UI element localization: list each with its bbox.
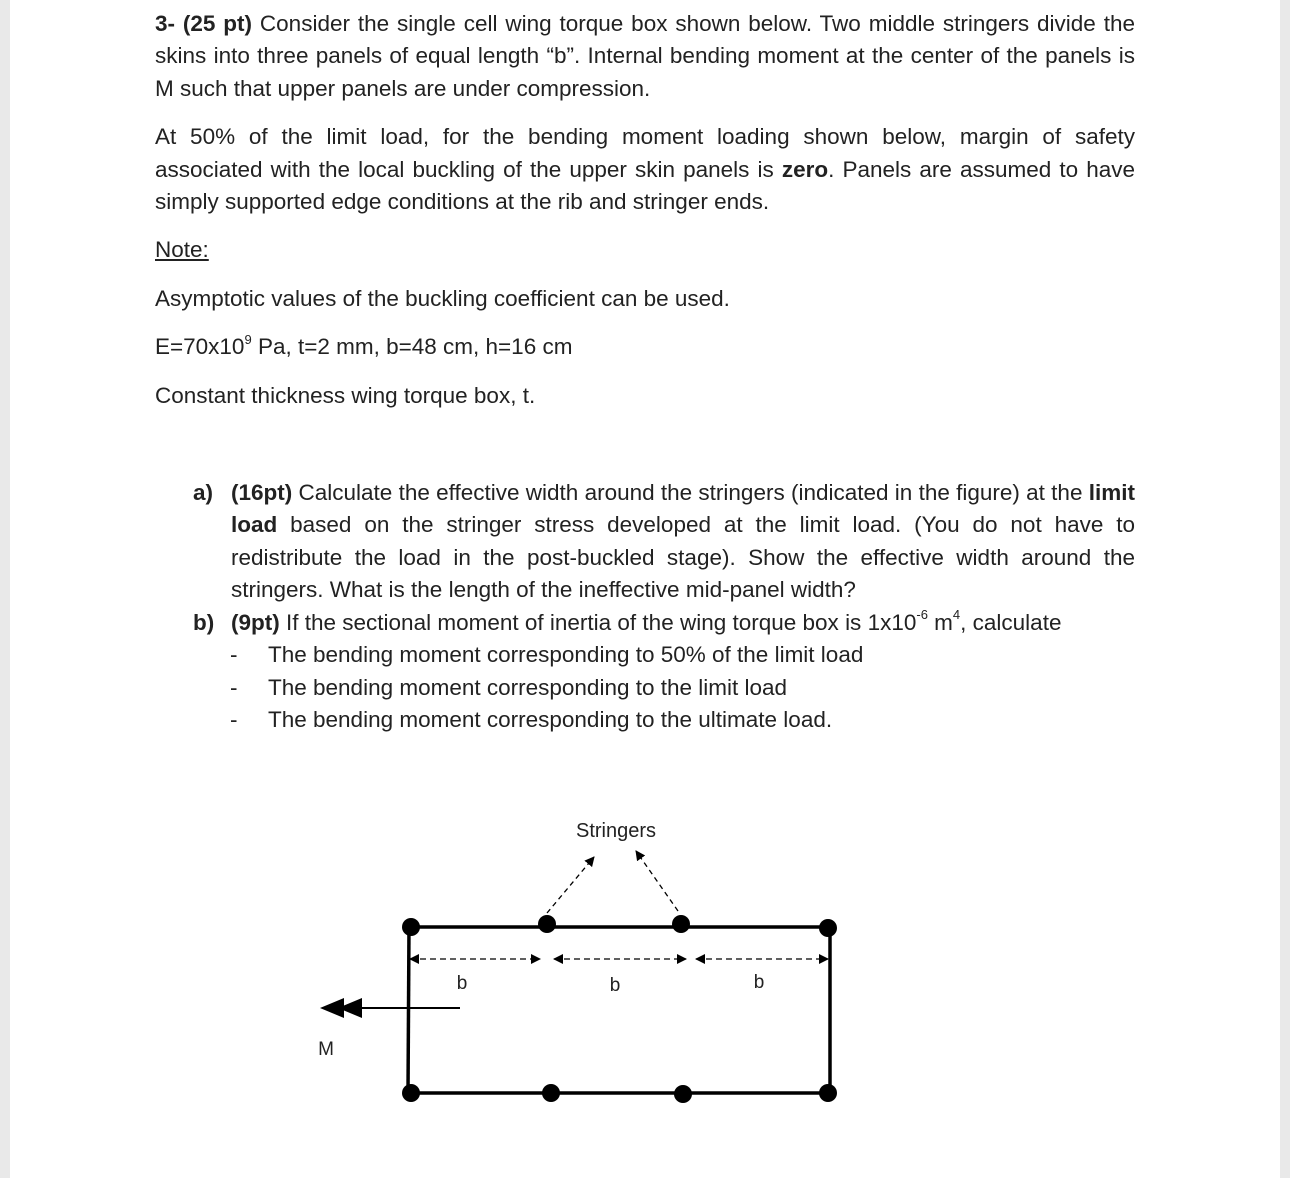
part-a-points: (16pt) bbox=[231, 480, 293, 506]
part-b-marker: b) bbox=[193, 609, 215, 635]
part-b-text-end: , calculate bbox=[960, 609, 1062, 635]
part-a-marker: a) bbox=[193, 480, 214, 506]
intro-text: Consider the single cell wing torque box shown below. Two middle stringers divide the skins into three panels of equal length “b”. Internal bending moment at the center of the panels is M such that upper panels are under compression. bbox=[155, 11, 1135, 101]
bullet-dash: - bbox=[230, 674, 238, 700]
b-label: b bbox=[456, 973, 468, 994]
stringer-dot bbox=[672, 915, 690, 933]
part-a-limit-load: limit load bbox=[231, 480, 1135, 538]
part-b-exponent-2: 4 bbox=[952, 607, 961, 623]
given-rest: Pa, t=2 mm, b=48 cm, h=16 cm bbox=[251, 334, 573, 360]
part-b-item-text: The bending moment corresponding to the limit load bbox=[268, 674, 788, 700]
problem-heading: 3- (25 pt) bbox=[155, 11, 253, 36]
part-b-points: (9pt) bbox=[231, 609, 280, 635]
part-b-text-start: If the sectional moment of inertia of the wing torque box is 1x10 bbox=[279, 609, 917, 635]
part-a-text-start: Calculate the effective width around the stringers (indicated in the figure) at the bbox=[292, 480, 1089, 506]
front-spar bbox=[408, 927, 409, 1093]
condition-text-end: . Panels are assumed to have simply supported edge conditions at the rib and stringer ends. bbox=[155, 156, 1135, 215]
part-b-exponent-1: -6 bbox=[916, 607, 928, 623]
note-thickness: Constant thickness wing torque box, t. bbox=[155, 382, 536, 408]
b-label: b bbox=[753, 972, 765, 993]
given-e: E=70x10 bbox=[155, 334, 245, 360]
torque-box-figure bbox=[10, 0, 1280, 1178]
document-page bbox=[10, 0, 1280, 1178]
bullet-dash: - bbox=[230, 642, 238, 668]
b-label: b bbox=[609, 975, 621, 996]
condition-zero: zero bbox=[781, 156, 829, 182]
part-b-item-text: The bending moment corresponding to the ultimate load. bbox=[268, 706, 833, 732]
stringer-dot bbox=[402, 1084, 420, 1102]
stringer-dot bbox=[819, 919, 837, 937]
stringer-leader-left bbox=[547, 857, 594, 913]
part-b-unit: m bbox=[927, 609, 953, 635]
stringers-label: Stringers bbox=[575, 820, 657, 842]
stringer-dot bbox=[402, 918, 420, 936]
part-a-text-end: based on the stringer stress developed at the limit load. (You do not have to redistribute the load in the post-buckled stage). Show the effective width around the stringers. What is the length of the ineffective mid-panel width? bbox=[231, 512, 1135, 603]
note-asymptotic: Asymptotic values of the buckling coefficient can be used. bbox=[155, 285, 730, 311]
stringer-leader-right bbox=[636, 851, 678, 911]
part-b-item-text: The bending moment corresponding to 50% of the limit load bbox=[268, 642, 864, 668]
stringer-dot bbox=[674, 1085, 692, 1103]
stringer-dot bbox=[819, 1084, 837, 1102]
stringer-dot bbox=[538, 915, 556, 933]
note-label: Note: bbox=[155, 237, 209, 263]
bullet-dash: - bbox=[230, 706, 238, 732]
moment-label: M bbox=[318, 1039, 334, 1060]
stringer-dot bbox=[542, 1084, 560, 1102]
given-exponent: 9 bbox=[244, 331, 252, 347]
condition-text-start: At 50% of the limit load, for the bending moment loading shown below, margin of safety associated with the local buckling of the upper skin panels is bbox=[155, 124, 1135, 182]
